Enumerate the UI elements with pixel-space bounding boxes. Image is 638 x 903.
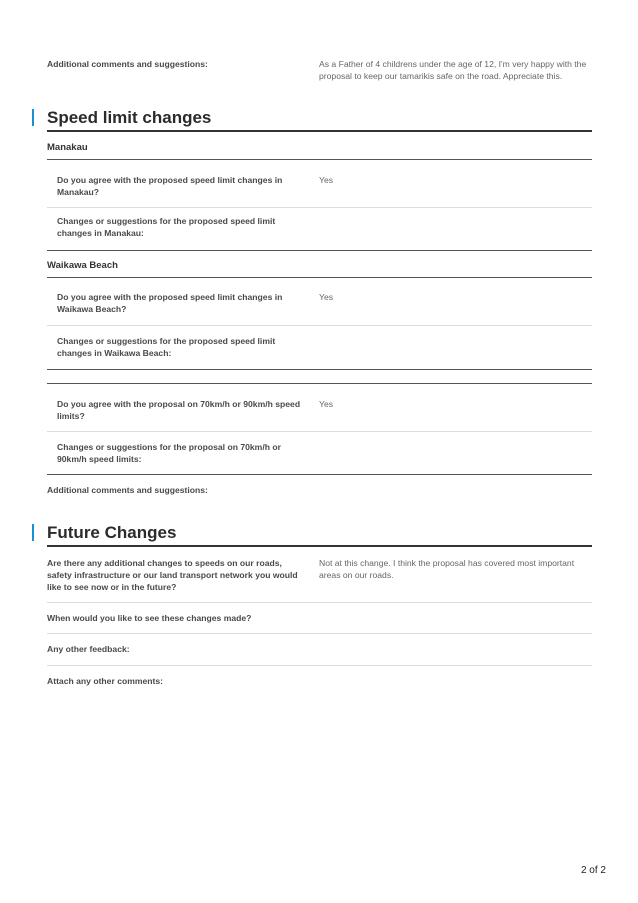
section-title-future-changes: Future Changes — [47, 523, 177, 542]
section-divider — [47, 130, 592, 132]
divider — [47, 250, 592, 251]
page-number: 2 of 2 — [580, 865, 606, 876]
divider — [47, 431, 592, 432]
question: Are there any additional changes to speeds on our roads, safety infrastructure or our land transport network you would like to see now or in the future? — [47, 558, 298, 592]
divider — [47, 474, 592, 475]
section-title-speed-limit-changes: Speed limit changes — [47, 108, 212, 127]
answer: Not at this change. I think the proposal has covered most important areas on our roads. — [319, 558, 575, 580]
divider — [47, 602, 592, 603]
group-title-manakau: Manakau — [47, 142, 88, 153]
additional-comments-label: Additional comments and suggestions: — [47, 59, 208, 69]
section-accent-bar — [32, 109, 34, 126]
divider — [47, 633, 592, 634]
question: Do you agree with the proposal on 70km/h or 90km/h speed limits? — [57, 399, 301, 421]
question: Do you agree with the proposed speed limit changes in Waikawa Beach? — [57, 292, 283, 314]
section-divider — [47, 545, 592, 547]
divider — [47, 159, 592, 160]
question: When would you like to see these changes made? — [47, 613, 252, 623]
question: Attach any other comments: — [47, 676, 164, 686]
divider — [47, 277, 592, 278]
question: Changes or suggestions for the proposed speed limit changes in Manakau: — [57, 216, 276, 238]
divider — [47, 665, 592, 666]
additional-comments-label: Additional comments and suggestions: — [47, 485, 208, 495]
divider — [47, 383, 592, 384]
answer: Yes — [319, 399, 334, 409]
question: Changes or suggestions for the proposed speed limit changes in Waikawa Beach: — [57, 336, 276, 358]
group-title-waikawa-beach: Waikawa Beach — [47, 260, 118, 271]
answer: Yes — [319, 292, 334, 302]
divider — [47, 207, 592, 208]
section-accent-bar — [32, 524, 34, 541]
divider — [47, 369, 592, 370]
question: Changes or suggestions for the proposal on 70km/h or 90km/h speed limits: — [57, 442, 281, 464]
additional-comments-answer: As a Father of 4 childrens under the age of 12, I'm very happy with the proposal to keep our tamarikis safe on the road. Appreciate this. — [319, 59, 587, 81]
divider — [47, 325, 592, 326]
answer: Yes — [319, 175, 334, 185]
question: Any other feedback: — [47, 644, 130, 654]
question: Do you agree with the proposed speed limit changes in Manakau? — [57, 175, 283, 197]
